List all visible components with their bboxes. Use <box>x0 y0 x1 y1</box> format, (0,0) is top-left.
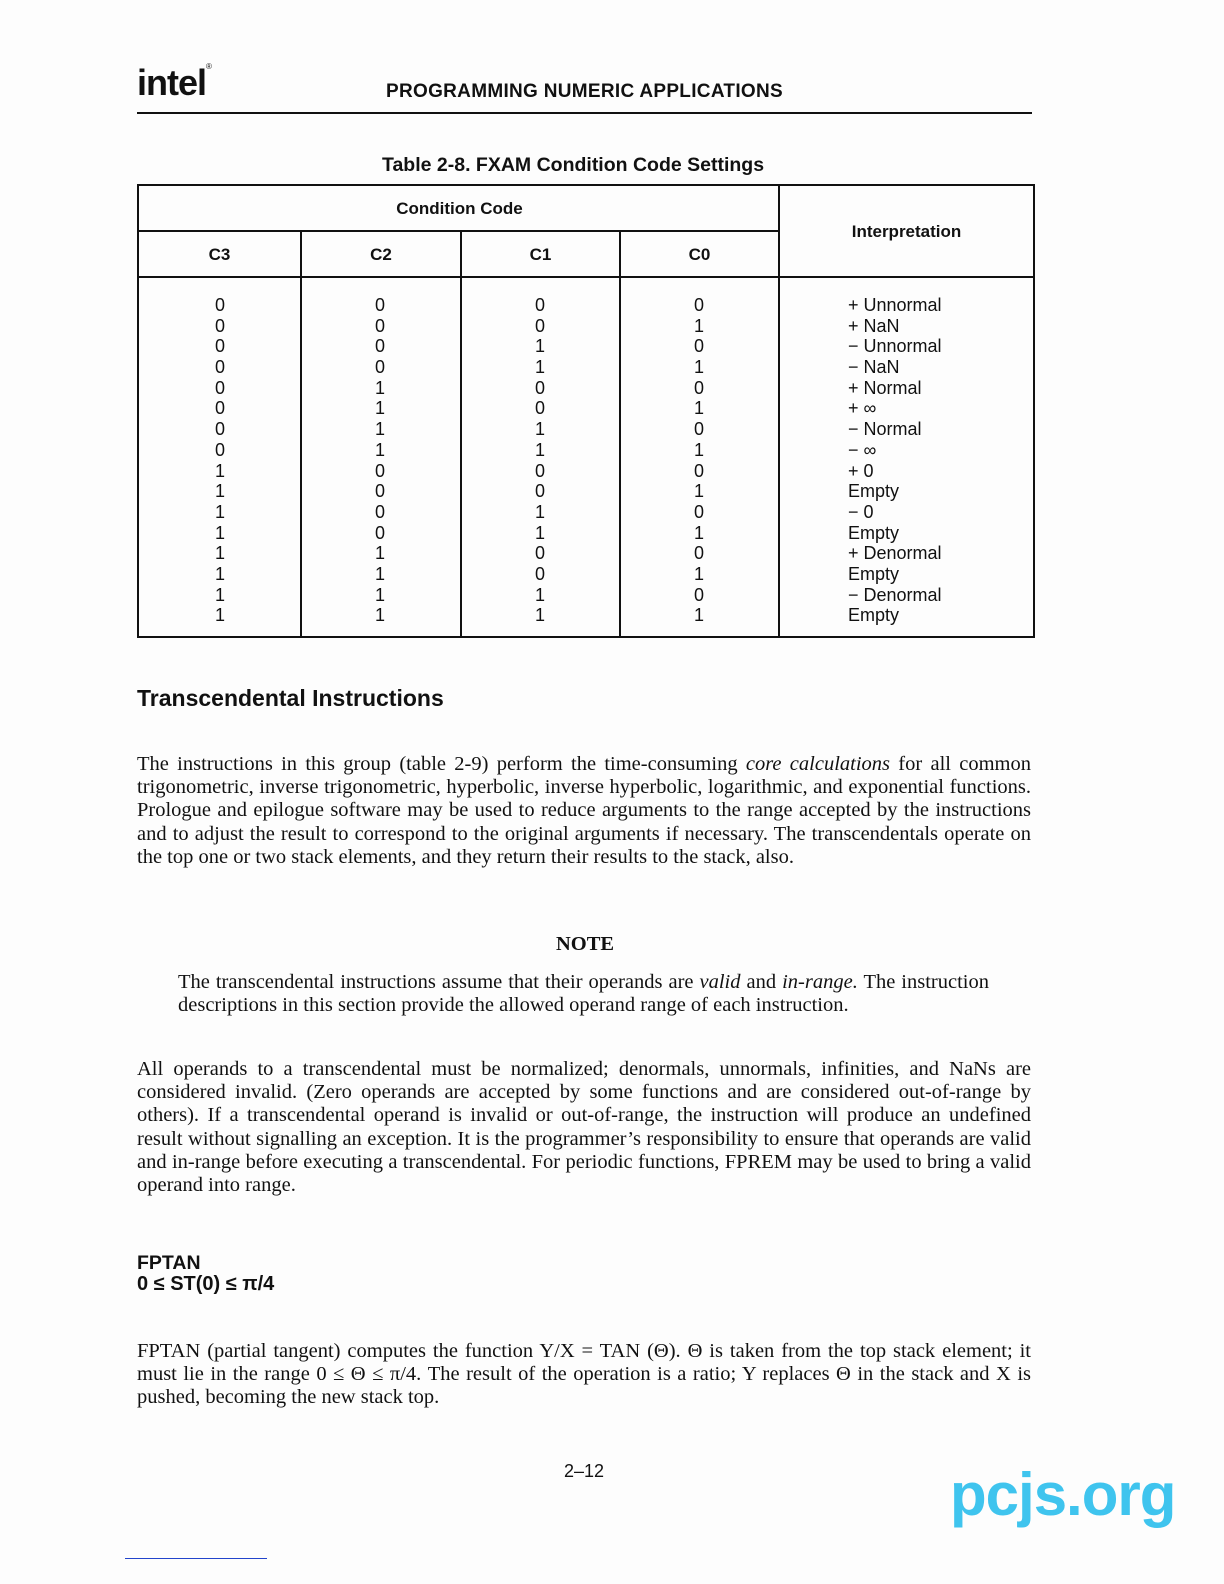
operands-paragraph: All operands to a transcendental must be normalized; denormals, unnormals, infinities, and NaNs are considered invalid. (Zero operands are accepted by some functions and are considered out-of-range by others). If a transcendental operand is invalid or out-of-range, the instruction will produce an undefined result without signalling an exception. It is the programmer’s responsibility to ensure that operands are valid and in-range before executing a transcendental. For periodic functions, FPREM may be used to bring a valid operand into range. <box>137 1058 1031 1197</box>
c1-cell: 0 <box>534 377 545 398</box>
c1-cell: 0 <box>534 295 545 315</box>
interpretation-cell: − Unnormal <box>848 336 942 357</box>
c0-cell: 0 <box>693 295 704 315</box>
c3-cell: 1 <box>214 605 225 626</box>
c2-cell: 0 <box>374 357 385 378</box>
c0-cell: 0 <box>693 336 704 357</box>
column-header-c2: C2 <box>370 245 392 264</box>
c2-cell: 1 <box>374 377 385 398</box>
c1-cell: 0 <box>534 543 545 564</box>
intel-logo: intel® <box>137 62 211 103</box>
c1-cell: 1 <box>534 501 545 522</box>
interpretation-cell: + NaN <box>848 315 900 336</box>
c1-cell: 0 <box>534 315 545 336</box>
c0-cell: 1 <box>693 398 704 419</box>
interpretation-cell: + Normal <box>848 377 922 398</box>
c0-cell: 1 <box>693 481 704 502</box>
c0-cell: 1 <box>693 439 704 460</box>
c2-cell: 0 <box>374 315 385 336</box>
table-rule <box>139 276 1033 278</box>
interpretation-cell: Empty <box>848 481 900 502</box>
interpretation-cell: Empty <box>848 563 900 584</box>
condition-code-header: Condition Code <box>396 199 523 218</box>
column-c2 <box>360 295 400 626</box>
column-c3 <box>200 295 240 626</box>
c1-cell: 0 <box>534 460 545 481</box>
c2-cell: 1 <box>374 584 385 605</box>
c0-cell: 1 <box>693 315 704 336</box>
c2-cell: 1 <box>374 398 385 419</box>
interpretation-cell: Empty <box>848 522 900 543</box>
c2-cell: 0 <box>374 481 385 502</box>
c2-cell: 0 <box>374 501 385 522</box>
c3-cell: 1 <box>214 543 225 564</box>
c3-cell: 1 <box>214 584 225 605</box>
c2-cell: 1 <box>374 419 385 440</box>
c0-cell: 0 <box>693 419 704 440</box>
c2-cell: 0 <box>374 522 385 543</box>
c0-cell: 1 <box>693 522 704 543</box>
c1-cell: 1 <box>534 419 545 440</box>
footer-link-underline <box>125 1558 267 1559</box>
column-header-c0: C0 <box>688 245 711 264</box>
c0-cell: 1 <box>693 605 704 626</box>
interpretation-cell: − ∞ <box>848 439 877 460</box>
column-interpretation <box>848 295 942 626</box>
c3-cell: 0 <box>214 419 225 440</box>
interpretation-cell: − 0 <box>848 501 874 522</box>
c3-cell: 0 <box>214 439 225 460</box>
c0-cell: 0 <box>693 460 704 481</box>
c1-cell: 1 <box>534 522 545 543</box>
c3-cell: 0 <box>214 398 225 419</box>
c2-cell: 1 <box>374 605 385 626</box>
intro-paragraph: The instructions in this group (table 2-9) perform the time-consuming core calculations for all common trigonometric, inverse trigonometric, hyperbolic, inverse hyperbolic, logarithmic, and exponential functions. Prologue and epilogue software may be used to reduce arguments to the range accepted by the instructions and to adjust the result to correspond to the original arguments if necessary. The transcendentals operate on the top one or two stack elements, and they return their results to the stack, also. <box>137 753 1031 868</box>
column-c0 <box>679 295 719 626</box>
interpretation-cell: Empty <box>848 605 900 626</box>
c3-cell: 1 <box>214 522 225 543</box>
column-header-c3: C3 <box>208 245 231 264</box>
fptan-description: FPTAN (partial tangent) computes the function Y/X = TAN (Θ). Θ is taken from the top stack element; it must lie in the range 0 ≤ Θ ≤ π/4. The result of the operation is a ratio; Y replaces Θ in the stack and X is pushed, becoming the new stack top. <box>137 1340 1031 1409</box>
pcjs-watermark: pcjs.org <box>950 1461 1176 1528</box>
page-number: 2–12 <box>563 1461 605 1481</box>
table-rule <box>300 231 302 636</box>
table-rule <box>460 231 462 636</box>
interpretation-cell: − NaN <box>848 357 900 378</box>
header-rule <box>137 112 1032 114</box>
c2-cell: 0 <box>374 295 385 315</box>
c3-cell: 0 <box>214 315 225 336</box>
interpretation-cell: − Denormal <box>848 584 942 605</box>
c1-cell: 0 <box>534 398 545 419</box>
c2-cell: 1 <box>374 439 385 460</box>
c1-cell: 1 <box>534 439 545 460</box>
c3-cell: 0 <box>214 336 225 357</box>
c0-cell: 0 <box>693 501 704 522</box>
c2-cell: 1 <box>374 543 385 564</box>
fptan-range: 0 ≤ ST(0) ≤ π/4 <box>137 1273 275 1295</box>
c1-cell: 1 <box>534 605 545 626</box>
c3-cell: 0 <box>214 357 225 378</box>
c2-cell: 1 <box>374 563 385 584</box>
c3-cell: 0 <box>214 377 225 398</box>
note-body: The transcendental instructions assume that their operands are valid and in-range. The instruction descriptions in this section provide the allowed operand range of each instruction. <box>178 971 989 1017</box>
c3-cell: 1 <box>214 501 225 522</box>
interpretation-cell: + Denormal <box>848 543 942 564</box>
c2-cell: 0 <box>374 460 385 481</box>
fptan-title: FPTAN <box>137 1252 201 1274</box>
interpretation-header: Interpretation <box>851 222 962 241</box>
note-heading: NOTE <box>555 933 615 955</box>
column-header-c1: C1 <box>529 245 552 264</box>
table-rule <box>778 186 780 636</box>
column-c1 <box>520 295 560 626</box>
c0-cell: 1 <box>693 357 704 378</box>
c3-cell: 1 <box>214 460 225 481</box>
c0-cell: 1 <box>693 563 704 584</box>
interpretation-cell: + 0 <box>848 460 874 481</box>
c1-cell: 1 <box>534 357 545 378</box>
c0-cell: 0 <box>693 584 704 605</box>
c1-cell: 0 <box>534 563 545 584</box>
table-caption: Table 2-8. FXAM Condition Code Settings <box>382 154 765 176</box>
c3-cell: 0 <box>214 295 225 315</box>
interpretation-cell: − Normal <box>848 419 922 440</box>
c3-cell: 1 <box>214 481 225 502</box>
interpretation-cell: + Unnormal <box>848 295 942 315</box>
c1-cell: 1 <box>534 584 545 605</box>
c1-cell: 0 <box>534 481 545 502</box>
table-rule <box>619 231 621 636</box>
section-heading: Transcendental Instructions <box>137 685 444 711</box>
c3-cell: 1 <box>214 563 225 584</box>
c2-cell: 0 <box>374 336 385 357</box>
c0-cell: 0 <box>693 377 704 398</box>
running-header: PROGRAMMING NUMERIC APPLICATIONS <box>386 81 783 102</box>
c0-cell: 0 <box>693 543 704 564</box>
fxam-condition-code-table <box>137 184 1035 638</box>
interpretation-cell: + ∞ <box>848 398 877 419</box>
c1-cell: 1 <box>534 336 545 357</box>
